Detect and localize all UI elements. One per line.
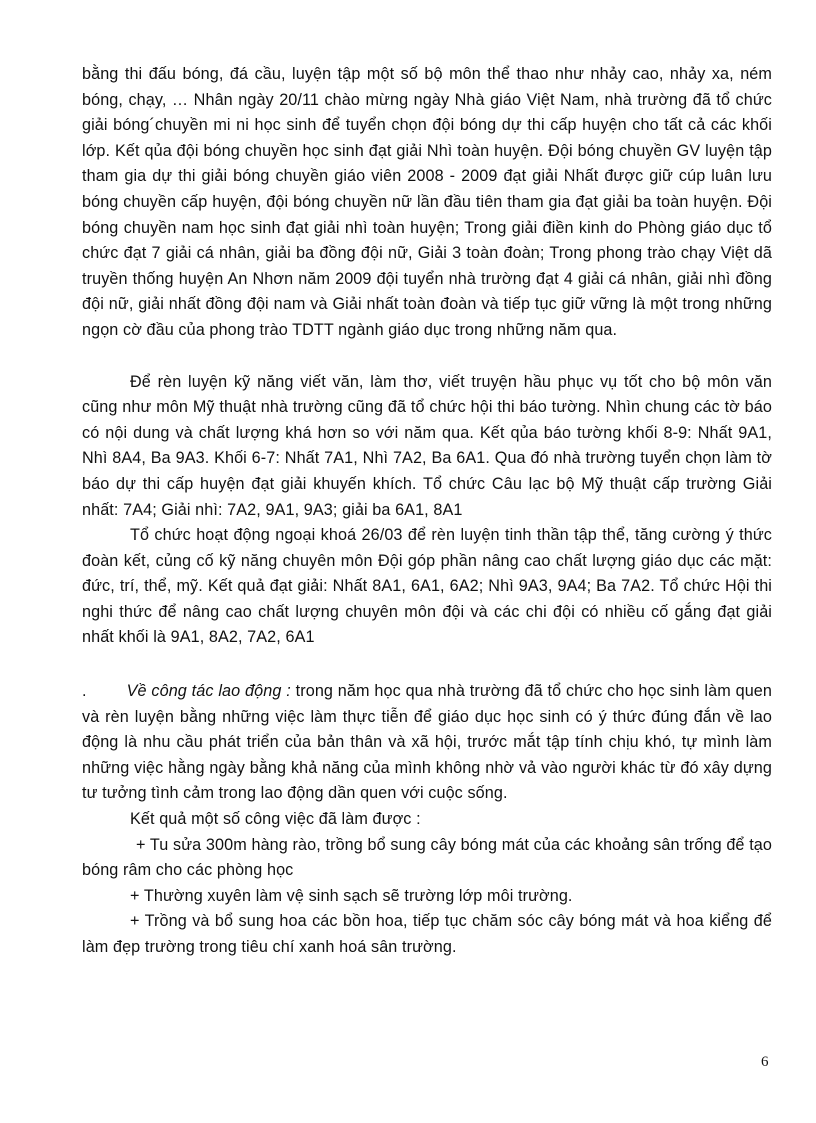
labor-text: trong năm học qua nhà trường đã tổ chức cho học sinh làm quen và rèn luyện bằng những việc làm thực tiễn để giáo dục học sinh có ý thức đúng đắn về lao động là nhu cầu phát triển của bản thân và xã hội, trước mắt tập tính chịu khó, tự mình làm những việc hằng ngày bằng khả năng của mình không nhờ vả vào người khác từ đó xây dựng tư tưởng tình cảm trong lao động dần quen với cuộc sống. [82, 682, 772, 803]
labor-bullet: . [82, 682, 87, 701]
paragraph-wall-newspaper: Để rèn luyện kỹ năng viết văn, làm thơ, viết truyện hầu phục vụ tốt cho bộ môn văn cũng như môn Mỹ thuật nhà trường cũng đã tổ chức hội thi báo tường. Nhìn chung các tờ báo có nội dung và chất lượng khá hơn so với năm qua. Kết qủa báo tường khối 8-9: Nhất 9A1, Nhì 8A4, Ba 9A3. Khối 6-7: Nhất 7A1, Nhì 7A2, Ba 6A1. Qua đó nhà trường tuyển chọn làm tờ báo dự thi cấp huyện đạt giải khuyến khích. Tổ chức Câu lạc bộ Mỹ thuật cấp trường Giải nhất: 7A4; Giải nhì: 7A2, 9A1, 9A3; giải ba 6A1, 8A1 [82, 372, 772, 519]
paragraph-extracurricular: Tổ chức hoạt động ngoại khoá 26/03 để rèn luyện tinh thần tập thể, tăng cường ý thức đoàn kết, củng cố kỹ năng chuyên môn Đội góp phần nâng cao chất lượng giáo dục các mặt: đức, trí, thể, mỹ. Kết quả đạt giải: Nhất 8A1, 6A1, 6A2; Nhì 9A3, 9A4; Ba 7A2. Tổ chức Hội thi nghi thức để nâng cao chất lượng chuyên môn đội và các chi đội có nhiều cố gắng đạt giải nhất khối là 9A1, 8A2, 7A2, 6A1 [82, 526, 772, 647]
labor-heading: Về công tác lao động : [126, 682, 291, 701]
results-intro: Kết quả một số công việc đã làm được : [130, 810, 421, 829]
results-item-1: + Tu sửa 300m hàng rào, trồng bổ sung cây bóng mát của các khoảng sân trống để tạo bóng râm cho các phòng học [82, 835, 772, 880]
results-item-3: + Trồng và bổ sung hoa các bồn hoa, tiếp tục chăm sóc cây bóng mát và hoa kiểng để làm đẹp trường trong tiêu chí xanh hoá sân trường. [82, 912, 772, 956]
paragraph-labor-work [82, 679, 772, 807]
document-page [82, 62, 772, 961]
page-number: 6 [761, 1054, 769, 1070]
paragraph-sports-results: bằng thi đấu bóng, đá cầu, luyện tập một số bộ môn thể thao như nhảy cao, nhảy xa, ném bóng, chạy, … Nhân ngày 20/11 chào mừng ngày Nhà giáo Việt Nam, nhà trường đã tổ chức giải bóng´chuyền mi ni học sinh để tuyển chọn đội bóng dự thi cấp huyện cho tất cả các khối lớp. Kết qủa đội bóng chuyền học sinh đạt giải Nhì toàn huyện. Đội bóng chuyền GV luyện tập tham gia dự thi giải bóng chuyền giáo viên 2008 - 2009 đạt giải Nhất được giữ cúp luân lưu bóng chuyền cấp huyện, đội bóng chuyền nữ lần đầu tiên tham gia đạt giải ba toàn huyện. Đội bóng chuyền nam học sinh đạt giải nhì toàn huyện; Trong giải điền kinh do Phòng giáo dục tổ chức đạt 7 giải cá nhân, giải ba đồng đội nữ, Giải 3 toàn đoàn; Trong phong trào chạy Việt dã truyền thống huyện An Nhơn năm 2009 đội tuyển nhà trường đạt 4 giải cá nhân, giải nhì đồng đội nữ, giải nhất đồng đội nam và Giải nhất toàn đoàn và tiếp tục giữ vững là một trong những ngọn cờ đầu của phong trào TDTT ngành giáo dục trong những năm qua. [82, 65, 772, 339]
results-item-2: + Thường xuyên làm vệ sinh sạch sẽ trường lớp môi trường. [130, 886, 573, 905]
